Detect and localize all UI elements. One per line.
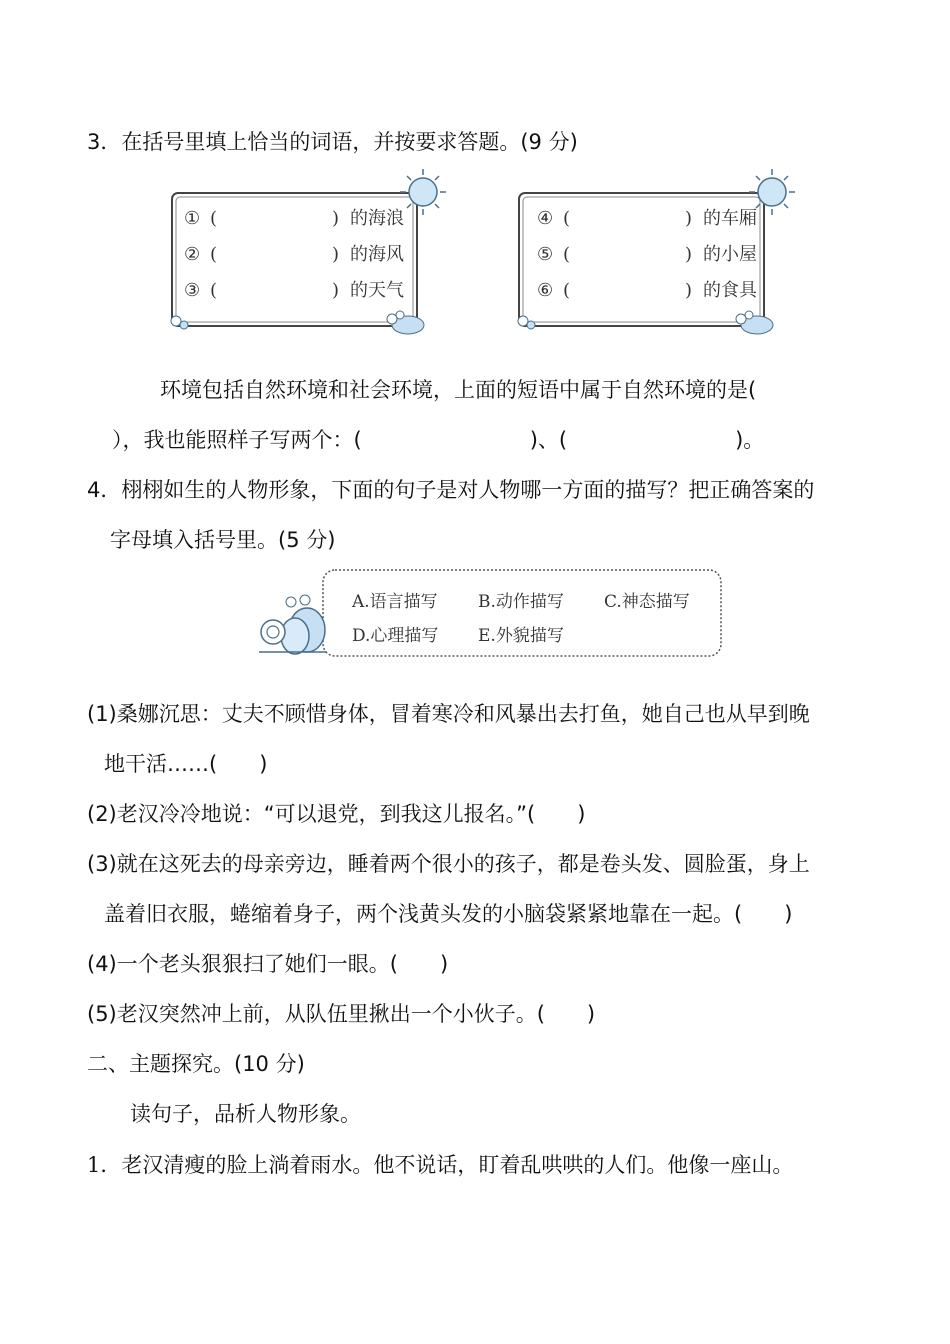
row-number: ③ <box>184 280 201 301</box>
section-2-title: 二、主题探究。(10 分) <box>87 1052 305 1076</box>
snail-flower-icon <box>255 592 335 662</box>
sun-icon <box>398 167 448 217</box>
option-b: B.动作描写 <box>478 592 564 612</box>
q4-item-3-line-1: (3)就在这死去的母亲旁边，睡着两个很小的孩子，都是卷头发、圆脸蛋，身上 <box>87 852 810 876</box>
row-number: ① <box>184 208 201 229</box>
q3-env-line-1: 环境包括自然环境和社会环境，上面的短语中属于自然环境的是( <box>160 378 757 402</box>
word-box-1 <box>168 187 418 329</box>
open-paren: ( <box>210 208 218 229</box>
q3-title: 3．在括号里填上恰当的词语，并按要求答题。(9 分) <box>87 130 578 154</box>
flower-icon <box>727 307 777 337</box>
row-suffix: 的车厢 <box>703 208 757 229</box>
open-paren: ( <box>210 244 218 265</box>
close-paren: ) <box>685 208 693 229</box>
q4-item-3-line-2: 盖着旧衣服，蜷缩着身子，两个浅黄头发的小脑袋紧紧地靠在一起。( ) <box>104 902 793 926</box>
section-2-q1: 1．老汉清瘦的脸上淌着雨水。他不说话，盯着乱哄哄的人们。他像一座山。 <box>87 1153 794 1177</box>
flower-icon <box>511 311 541 335</box>
options-box <box>322 569 722 657</box>
open-paren: ( <box>563 208 571 229</box>
section-2-intro: 读句子，品析人物形象。 <box>130 1102 361 1126</box>
row-suffix: 的食具 <box>703 280 757 301</box>
q4-item-2: (2)老汉冷冷地说：“可以退党，到我这儿报名。”( ) <box>87 802 586 826</box>
q4-title-line-1: 4．栩栩如生的人物形象，下面的句子是对人物哪一方面的描写？把正确答案的 <box>87 478 815 502</box>
row-suffix: 的天气 <box>350 280 404 301</box>
close-paren: ) <box>685 280 693 301</box>
row-number: ② <box>184 244 201 265</box>
open-paren: ( <box>563 244 571 265</box>
q4-item-1-line-2: 地干活……( ) <box>104 752 268 776</box>
word-box-2 <box>515 187 765 329</box>
q4-item-4: (4)一个老头狠狠扫了她们一眼。( ) <box>87 952 449 976</box>
row-number: ④ <box>537 208 554 229</box>
close-paren: ) <box>332 280 340 301</box>
option-c: C.神态描写 <box>604 592 690 612</box>
row-suffix: 的小屋 <box>703 244 757 265</box>
close-paren: ) <box>685 244 693 265</box>
q4-item-1-line-1: (1)桑娜沉思：丈夫不顾惜身体，冒着寒冷和风暴出去打鱼，她自己也从早到晚 <box>87 702 810 726</box>
row-suffix: 的海风 <box>350 244 404 265</box>
q3-env-line-2: ），我也能照样子写两个：( )、( )。 <box>112 428 765 452</box>
option-d: D.心理描写 <box>352 626 439 646</box>
close-paren: ) <box>332 244 340 265</box>
q4-title-line-2: 字母填入括号里。(5 分) <box>110 528 336 552</box>
open-paren: ( <box>563 280 571 301</box>
open-paren: ( <box>210 280 218 301</box>
option-a: A.语言描写 <box>352 592 438 612</box>
flower-icon <box>378 307 428 337</box>
row-number: ⑥ <box>537 280 554 301</box>
close-paren: ) <box>332 208 340 229</box>
row-number: ⑤ <box>537 244 554 265</box>
option-e: E.外貌描写 <box>478 626 564 646</box>
row-suffix: 的海浪 <box>350 208 404 229</box>
q4-item-5: (5)老汉突然冲上前，从队伍里揪出一个小伙子。( ) <box>87 1002 596 1026</box>
flower-icon <box>164 311 194 335</box>
